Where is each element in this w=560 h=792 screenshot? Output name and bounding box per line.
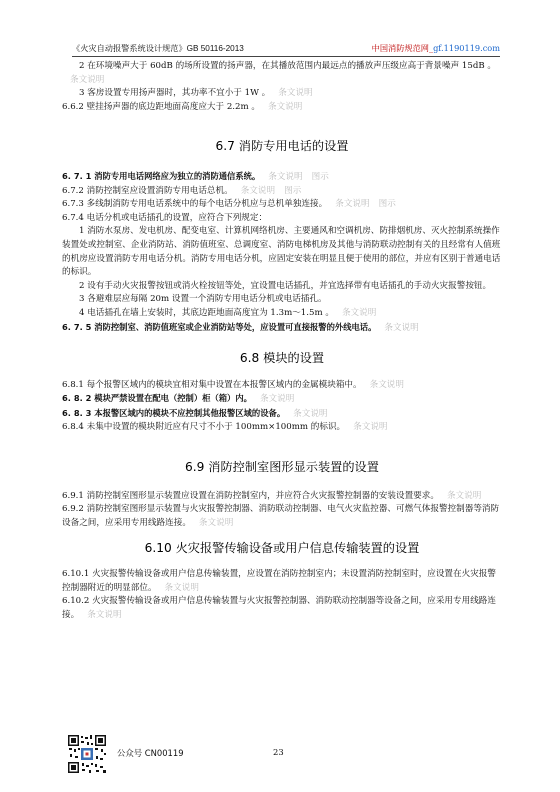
- clause-paragraph: [62, 407, 502, 422]
- explanation-link[interactable]: 条文说明: [341, 307, 377, 318]
- explanation-link[interactable]: 条文说明: [87, 609, 122, 620]
- explanation-link[interactable]: 条文说明: [240, 185, 276, 196]
- clause-paragraph: [62, 170, 502, 185]
- clause-paragraph: [62, 225, 502, 279]
- clause-paragraph: [62, 421, 502, 435]
- explanation-link[interactable]: 条文说明: [268, 171, 303, 182]
- clause-paragraph: [62, 392, 502, 407]
- section-heading: 6.7 消防专用电话的设置: [215, 139, 349, 154]
- clause-paragraph: [62, 307, 502, 321]
- explanation-link[interactable]: 条文说明: [164, 582, 199, 593]
- clause-paragraph: [62, 185, 502, 199]
- figure-link[interactable]: 图示: [378, 199, 396, 210]
- explanation-link[interactable]: 条文说明: [335, 199, 370, 210]
- clause-text: 6.9.2 消防控制室图形显示装置与火灾报警控制器、消防联动控制器、电气火灾监控器、可燃气体报警控制器等消防设备之间，应采用专用线路连接。: [62, 504, 500, 528]
- explanation-link[interactable]: 条文说明: [198, 517, 234, 528]
- clause-text: 6.8.4 未集中设置的模块附近应有尺寸不小于 100mm×100mm 的标识。: [62, 422, 346, 433]
- clause-text: 2 在环境噪声大于 60dB 的场所设置的扬声器，在其播放范围内最远点的播放声压级应高于背景噪声 15dB 。: [79, 61, 496, 71]
- clause-paragraph: [62, 490, 502, 504]
- clause-paragraph: [62, 101, 502, 115]
- header-site-name: 中国消防规范网_: [371, 43, 434, 53]
- clause-text: 6.7.4 电话分机或电话插孔的设置，应符合下列规定：: [62, 212, 268, 223]
- clause-text: 6.7.2 消防控制室应设置消防专用电话总机。: [62, 185, 233, 196]
- footer-wechat-account: 公众号 CN00119: [117, 748, 184, 758]
- header-standard-title: 《火灾自动报警系统设计规范》GB 50116-2013: [72, 44, 244, 53]
- figure-link[interactable]: 图示: [284, 185, 302, 196]
- explanation-link[interactable]: 条文说明: [278, 88, 313, 99]
- clause-text: 6. 8. 3 本报警区域内的模块不应控制其他报警区域的设备。: [62, 407, 286, 418]
- explanation-link[interactable]: 条文说明: [267, 101, 303, 112]
- clause-paragraph: [62, 595, 502, 622]
- explanation-link[interactable]: 条文说明: [293, 408, 328, 419]
- clause-paragraph: [62, 87, 502, 101]
- clause-text: 6.6.2 壁挂扬声器的底边距地面高度应大于 2.2m 。: [62, 101, 260, 112]
- clause-text: 6. 7. 5 消防控制室、消防值班室或企业消防站等处，应设置可直接报警的外线电话。: [62, 321, 377, 332]
- section-heading: 6.8 模块的设置: [239, 351, 325, 366]
- clause-text: 6. 8. 2 模块严禁设置在配电（控制）柜（箱）内。: [62, 393, 252, 404]
- explanation-link[interactable]: 条文说明: [70, 74, 105, 85]
- clause-paragraph: [62, 503, 502, 530]
- explanation-link[interactable]: 条文说明: [353, 422, 388, 433]
- header-site[interactable]: [372, 43, 500, 54]
- clause-text: 6.9.1 消防控制室图形显示装置应设置在消防控制室内，并应符合火灾报警控制器的安装设置要求。: [62, 490, 439, 501]
- explanation-link[interactable]: 条文说明: [446, 490, 482, 501]
- clause-paragraph: [62, 321, 502, 336]
- clause-paragraph: [62, 60, 502, 87]
- clause-paragraph: [62, 280, 502, 294]
- page-header: [72, 42, 500, 54]
- clause-paragraph: [62, 568, 502, 595]
- section-heading: 6.9 消防控制室图形显示装置的设置: [185, 460, 379, 475]
- clause-paragraph: [62, 293, 502, 307]
- header-rule: [72, 56, 500, 57]
- qr-code-icon: [67, 734, 107, 774]
- explanation-link[interactable]: 条文说明: [259, 394, 295, 405]
- figure-link[interactable]: 图示: [311, 171, 329, 182]
- page-content: [62, 60, 502, 622]
- page-number: 23: [273, 747, 284, 757]
- section-heading: 6.10 火灾报警传输设备或用户信息传输装置的设置: [144, 541, 420, 556]
- clause-text: 6.10.2 火灾报警传输设备或用户信息传输装置与火灾报警控制器、消防联动控制器等设备之间，应采用专用线路连接。: [62, 596, 496, 620]
- explanation-link[interactable]: 条文说明: [369, 379, 404, 390]
- clause-text: 6. 7. 1 消防专用电话网络应为独立的消防通信系统。: [62, 170, 261, 181]
- explanation-link[interactable]: 条文说明: [384, 322, 419, 333]
- clause-text: 3 各避难层应每隔 20m 设置一个消防专用电话分机或电话插孔。: [79, 294, 327, 305]
- clause-text: 6.8.1 每个报警区域内的模块宜相对集中设置在本报警区域内的金属模块箱中。: [62, 379, 362, 390]
- clause-text: 1 消防水泵房、发电机房、配变电室、计算机网络机房、主要通风和空调机房、防排烟机房、灭火控制系统操作装置处或控制室、企业消防站、消防值班室、总调度室、消防电梯机房及其他与消防联动控制有关的且经常有人值班的机房应设置消防专用电话分机。消防专用电话分机，应固定安装在明显且便于使用的部位，并应有区别于普通电话的标识。: [62, 226, 501, 278]
- clause-text: 6.10.1 火灾报警传输设备或用户信息传输装置，应设置在消防控制室内；未设置消防控制室时，应设置在火灾报警控制器附近的明显部位。: [62, 569, 496, 593]
- clause-text: 6.7.3 多线制消防专用电话系统中的每个电话分机应与总机单独连接。: [62, 199, 328, 210]
- clause-paragraph: [62, 198, 502, 212]
- header-site-url[interactable]: gf.1190119.com: [433, 43, 500, 53]
- clause-text: 2 设有手动火灾报警按钮或消火栓按钮等处，宜设置电话插孔，并宜选择带有电话插孔的手动火灾报警按钮。: [79, 280, 492, 291]
- clause-text: 3 客房设置专用扬声器时，其功率不宜小于 1W 。: [79, 88, 271, 99]
- clause-paragraph: [62, 212, 502, 226]
- clause-paragraph: [62, 379, 502, 393]
- clause-text: 4 电话插孔在墙上安装时，其底边距地面高度宜为 1.3m～1.5m 。: [79, 307, 334, 318]
